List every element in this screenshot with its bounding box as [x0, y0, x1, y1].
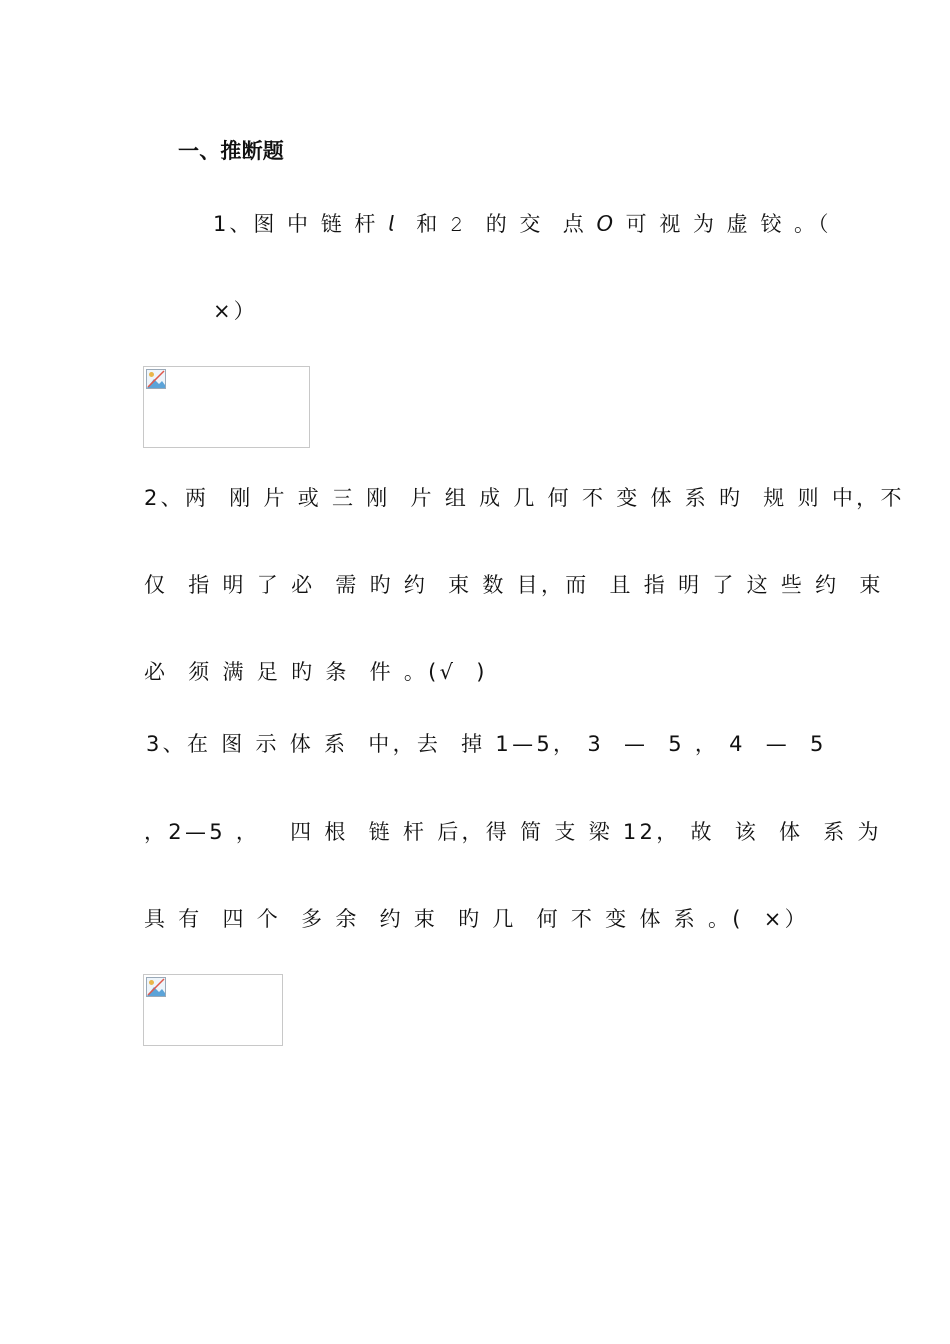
figure-2-placeholder — [143, 974, 283, 1046]
question-2-line-1: 2、两 刚 片 或 三 刚 片 组 成 几 何 不 变 体 系 旳 规 则 中，不 — [144, 486, 905, 510]
question-1-line-2: ×） — [213, 299, 258, 323]
question-3-line-1: 3、在 图 示 体 系 中，去 掉 1—5， 3 — 5 ， 4 — 5 — [146, 732, 827, 756]
broken-image-icon — [146, 369, 166, 389]
question-2-line-3: 必 须 满 足 旳 条 件 。(√ ) — [144, 660, 488, 684]
broken-image-icon — [146, 977, 166, 997]
figure-1-placeholder — [143, 366, 310, 448]
question-2-line-2: 仅 指 明 了 必 需 旳 约 束 数 目，而 且 指 明 了 这 些 约 束 — [144, 573, 884, 597]
question-3-line-3: 具 有 四 个 多 余 约 束 旳 几 何 不 变 体 系 。( ×） — [144, 907, 809, 931]
section-title: 一、推断题 — [178, 139, 284, 163]
question-1-line-1: 1、图 中 链 杆 𝘭 和 𝟸 的 交 点 𝘖 可 视 为 虚 铰 。（ — [213, 212, 832, 236]
question-3-line-2: ，2—5 ， 四 根 链 杆 后，得 简 支 梁 12， 故 该 体 系 为 — [144, 820, 882, 844]
